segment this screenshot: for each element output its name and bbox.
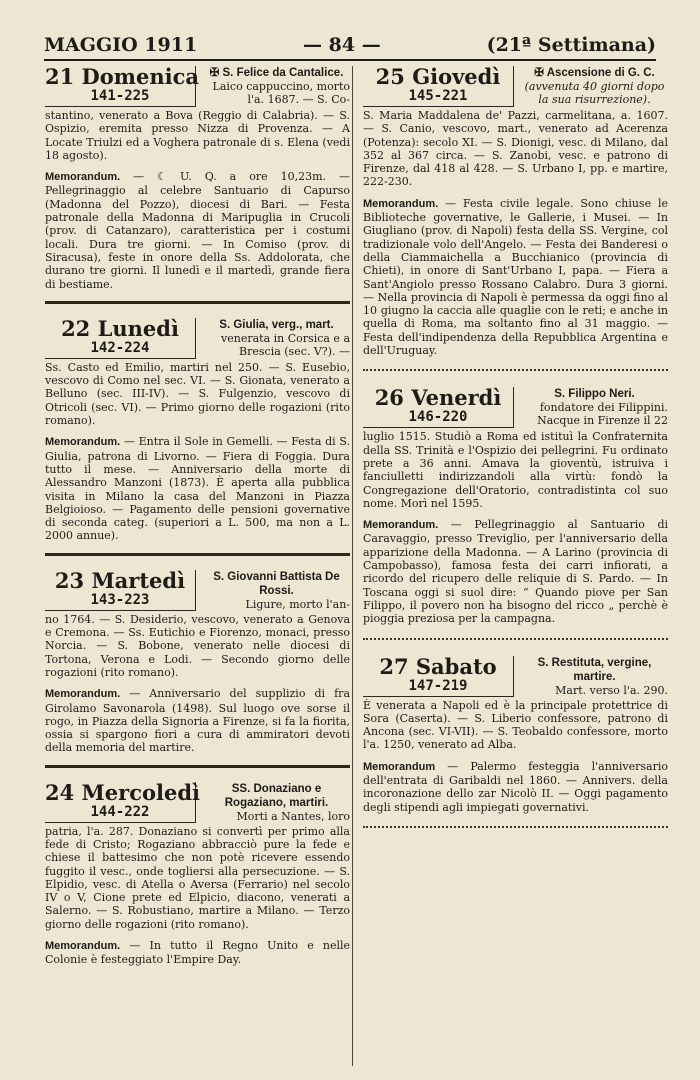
day-number: 143-223 [90, 591, 150, 608]
saint-continuation: Morti a Nantes, loro [236, 809, 350, 823]
memorandum-label: Memorandum. [45, 171, 121, 184]
memorandum-label: Memorandum. [45, 688, 121, 701]
day-box [45, 567, 196, 611]
saint-name: ✠ S. Felice da Cantalice. [209, 67, 344, 79]
saint-block [196, 66, 350, 106]
memorandum [363, 518, 668, 625]
page-header [44, 22, 656, 61]
day-box [45, 779, 200, 823]
saint-note: (avvenuta 40 giorni dopo la sua risurrezione). [524, 80, 665, 106]
saint-name: S. Giovanni Battista De Rossi. [213, 570, 340, 597]
entry-body: no 1764. — S. Desiderio, vescovo, venerato a Genova e Cremona. — Ss. Eutichio e Fiorenzo, monaci, presso Norcia. — S. Bobone, venerato nelle diocesi di Tortona, Verona e Lodi. — Secondo giorno delle rogazioni (rito romano). [45, 612, 350, 679]
day-entry-23 [45, 567, 350, 755]
memorandum [45, 170, 350, 291]
day-number: 146-220 [408, 409, 468, 426]
saint-block [196, 782, 350, 823]
memorandum-text: — Pellegrinaggio al Santuario di Caravaggio, presso Treviglio, per l'anniversario della apparizione della Madonna. — A Larino (provincia di Campobasso), famosa festa dei carri infiorati, a ricordo del ricupero delle reliquie di S. Pardo. — In Toscana oggi si suol dire: “ Quando piove per San Filippo, il povero non ha bisogno del ricco „ perchè è pioggia preziosa per la campagna. [363, 518, 668, 626]
right-column [363, 66, 668, 844]
saint-block [196, 318, 350, 358]
memorandum-text: — Festa civile legale. Sono chiuse le Biblioteche governative, le Gallerie, i Musei. — In Giugliano (prov. di Napoli) festa della SS. Vergine, col tradizionale volo dell'Angelo. — Festa dei Banderesi o della Ciammaichella a Bucchianico (provincia di Chieti), in onore di Sant'Urbano I, papa. — Fiera a Sant'Angiolo presso Rossano Calabro. Dura 3 giorni. — Nella provincia di Napoli è permessa da oggi fino al 10 giugno la caccia alle quaglie con le reti; e anche in quella di Roma, ma soltanto fino al 31 maggio. — Festa dell'indipendenza della Repubblica Argentina e dell'Uruguay. [363, 196, 668, 358]
memorandum-label: Memorandum. [45, 940, 121, 953]
section-rule [45, 553, 350, 556]
memorandum-label: Memorandum. [363, 197, 439, 210]
memorandum-text: — ☾ U. Q. a ore 10,23m. — Pellegrinaggio al celebre Santuario di Capurso (Madonna del Pozzo), diocesi di Bari. — Festa patronale della Madonna di Maripuglia in Crucoli (prov. di Catanzaro), caratteristica per i costumi locali. Dura tre giorni. — In Comiso (prov. di Siracusa), feste in onore della Ss. Addolorata, che durano tre giorni. Il lunedì e il martedì, grande fiera di bestiame. [45, 170, 350, 291]
day-entry-24 [45, 779, 350, 967]
saint-block [514, 387, 668, 427]
memorandum [363, 197, 668, 358]
saint-block [514, 656, 668, 697]
page-number: — 84 — [303, 34, 381, 56]
memorandum-label: Memorandum [363, 760, 436, 773]
day-number: 145-221 [408, 88, 468, 104]
saint-name: S. Giulia, verg., mart. [219, 318, 334, 331]
memorandum [45, 435, 350, 542]
memorandum-label: Memorandum. [45, 436, 121, 449]
memorandum [45, 939, 350, 967]
day-entry-25 [363, 66, 668, 357]
section-rule-dotted [363, 638, 668, 640]
memorandum [363, 760, 668, 814]
entry-body: S. Maria Maddalena de' Pazzi, carmelitana, a. 1607. — S. Canio, vescovo, mart., venerato ad Acerenza (Potenza): secolo XI. — S. Dionigi, vesc. di Milano, dal 352 al 367 circa. — S. Zanobi, vesc. e patrono di Firenze, dal 418 al 428. — S. Urbano I, pp. e martire, 222-230. [363, 109, 668, 189]
saint-block [196, 570, 350, 611]
saint-continuation: Ligure, morto l'an- [245, 597, 350, 611]
section-rule [45, 765, 350, 768]
day-entry-27 [363, 653, 668, 814]
day-box [363, 66, 514, 107]
saint-continuation: Mart. verso l'a. 290. [555, 683, 668, 697]
saint-name: SS. Donaziano e Rogaziano, martiri. [224, 782, 329, 809]
saint-continuation: venerata in Corsica e a Brescia (sec. V?). — [221, 331, 350, 358]
day-number: 141-225 [90, 88, 150, 104]
day-box [45, 64, 199, 107]
column-divider [352, 66, 353, 1066]
saint-name: ✠ Ascensione di G. C. [534, 67, 655, 79]
day-box [45, 315, 196, 359]
day-number: 142-224 [90, 339, 150, 356]
day-entry-26 [363, 387, 668, 625]
left-column [45, 66, 350, 975]
memorandum-label: Memorandum. [363, 519, 439, 532]
saint-name: S. Restituta, vergine, martire. [537, 656, 652, 683]
week-label: (21ª Settimana) [486, 34, 656, 56]
memorandum-text: — Entra il Sole in Gemelli. — Festa di S. Giulia, patrona di Livorno. — Fiera di Foggia. Dura tutto il mese. — Anniversario della morte di Alessandro Manzoni (1873). È aperta alla pubblica visita in Milano la casa del Manzoni in Piazza Belgioioso. — Pagamento delle pensioni governative di seconda categ. (superiori a L. 500, ma non a L. 2000 annue). [45, 435, 350, 543]
day-entry-22 [45, 315, 350, 543]
day-box [363, 387, 514, 428]
day-name: 24 Mercoledì [45, 779, 200, 805]
day-name: 22 Lunedì [61, 315, 179, 341]
saint-continuation: fondatore dei Filippini. Nacque in Firenze il 22 [537, 401, 668, 428]
day-box [363, 653, 514, 697]
day-name: 27 Sabato [379, 653, 497, 679]
saint-block [514, 66, 668, 106]
saint-name: S. Filippo Neri. [554, 388, 635, 401]
day-name: 21 Domenica [45, 64, 199, 89]
section-rule [45, 301, 350, 304]
day-name: 23 Martedì [54, 567, 186, 593]
entry-body: È venerata a Napoli ed è la principale protettrice di Sora (Caserta). — S. Liberio confessore, patrono di Ancona (sec. VI-VII). — S. Teobaldo confessore, morto l'a. 1250, venerato ad Alba. [363, 698, 668, 752]
memorandum-text: — In tutto il Regno Unito e nelle Colonie è festeggiato l'Empire Day. [45, 939, 350, 967]
day-name: 25 Giovedì [375, 64, 501, 89]
saint-continuation: Laico cappuccino, morto l'a. 1687. — S. Co- [212, 80, 350, 106]
day-name: 26 Venerdì [374, 385, 502, 411]
entry-body: patria, l'a. 287. Donaziano si convertì per primo alla fede di Cristo; Rogaziano abbracciò pure la fede e chiese il battesimo che non potè ricevere essendo fuggito il vesc., onde togliersi alla persecuzione. — S. Elpidio, vesc. di Atella o Aversa (Ferrario) nel secolo IV o V, Cione prete ed Elpicio, diacono, venerati a Salerno. — S. Robustiano, martire a Milano. — Terzo giorno delle rogazioni (rito romano). [45, 824, 350, 931]
section-rule-dotted [363, 826, 668, 828]
section-rule-dotted [363, 369, 668, 371]
month-title: MAGGIO 1911 [44, 34, 198, 56]
memorandum-text: — Anniversario del supplizio di fra Girolamo Savonarola (1498). Sul luogo ove sorse il rogo, in Piazza della Signoria a Firenze, si fa la fiorita, ossia si spargono fiori a cura di ammiratori devoti della memoria del martire. [45, 687, 350, 755]
day-entry-21 [45, 66, 350, 291]
entry-body: luglio 1515. Studiò a Roma ed istituì la Confraternita della SS. Trinità e l'Ospizio dei pellegrini. Fu ordinato prete a 36 anni. Amava la gioventù, istruiva i fanciulletti indirizzandoli alla virtù: fondò la Congregazione dell'Oratorio, contradistinta col suo nome. Morì nel 1595. [363, 430, 668, 510]
entry-body: stantino, venerato a Bova (Reggio di Calabria). — S. Ospizio, eremita presso Nizza di Provenza. — A Locate Triulzi ed a Voghera patronale di s. Elena (vedi 18 agosto). [45, 109, 350, 162]
memorandum-text: — Palermo festeggia l'anniversario dell'entrata di Garibaldi nel 1860. — Annivers. della incoronazione dello zar Nicolò II. — Oggi pagamento degli stipendi agli impiegati governativi. [363, 759, 668, 814]
day-number: 147-219 [408, 677, 468, 694]
entry-body: Ss. Casto ed Emilio, martiri nel 250. — S. Eusebio, vescovo di Como nel sec. VI. — S. Gionata, venerato a Belluno (sec. III-IV). — S. Fulgenzio, vescovo di Otricoli (sec. VI). — Primo giorno delle rogazioni (rito romano). [45, 360, 350, 428]
memorandum [45, 687, 350, 754]
day-number: 144-222 [90, 803, 150, 820]
